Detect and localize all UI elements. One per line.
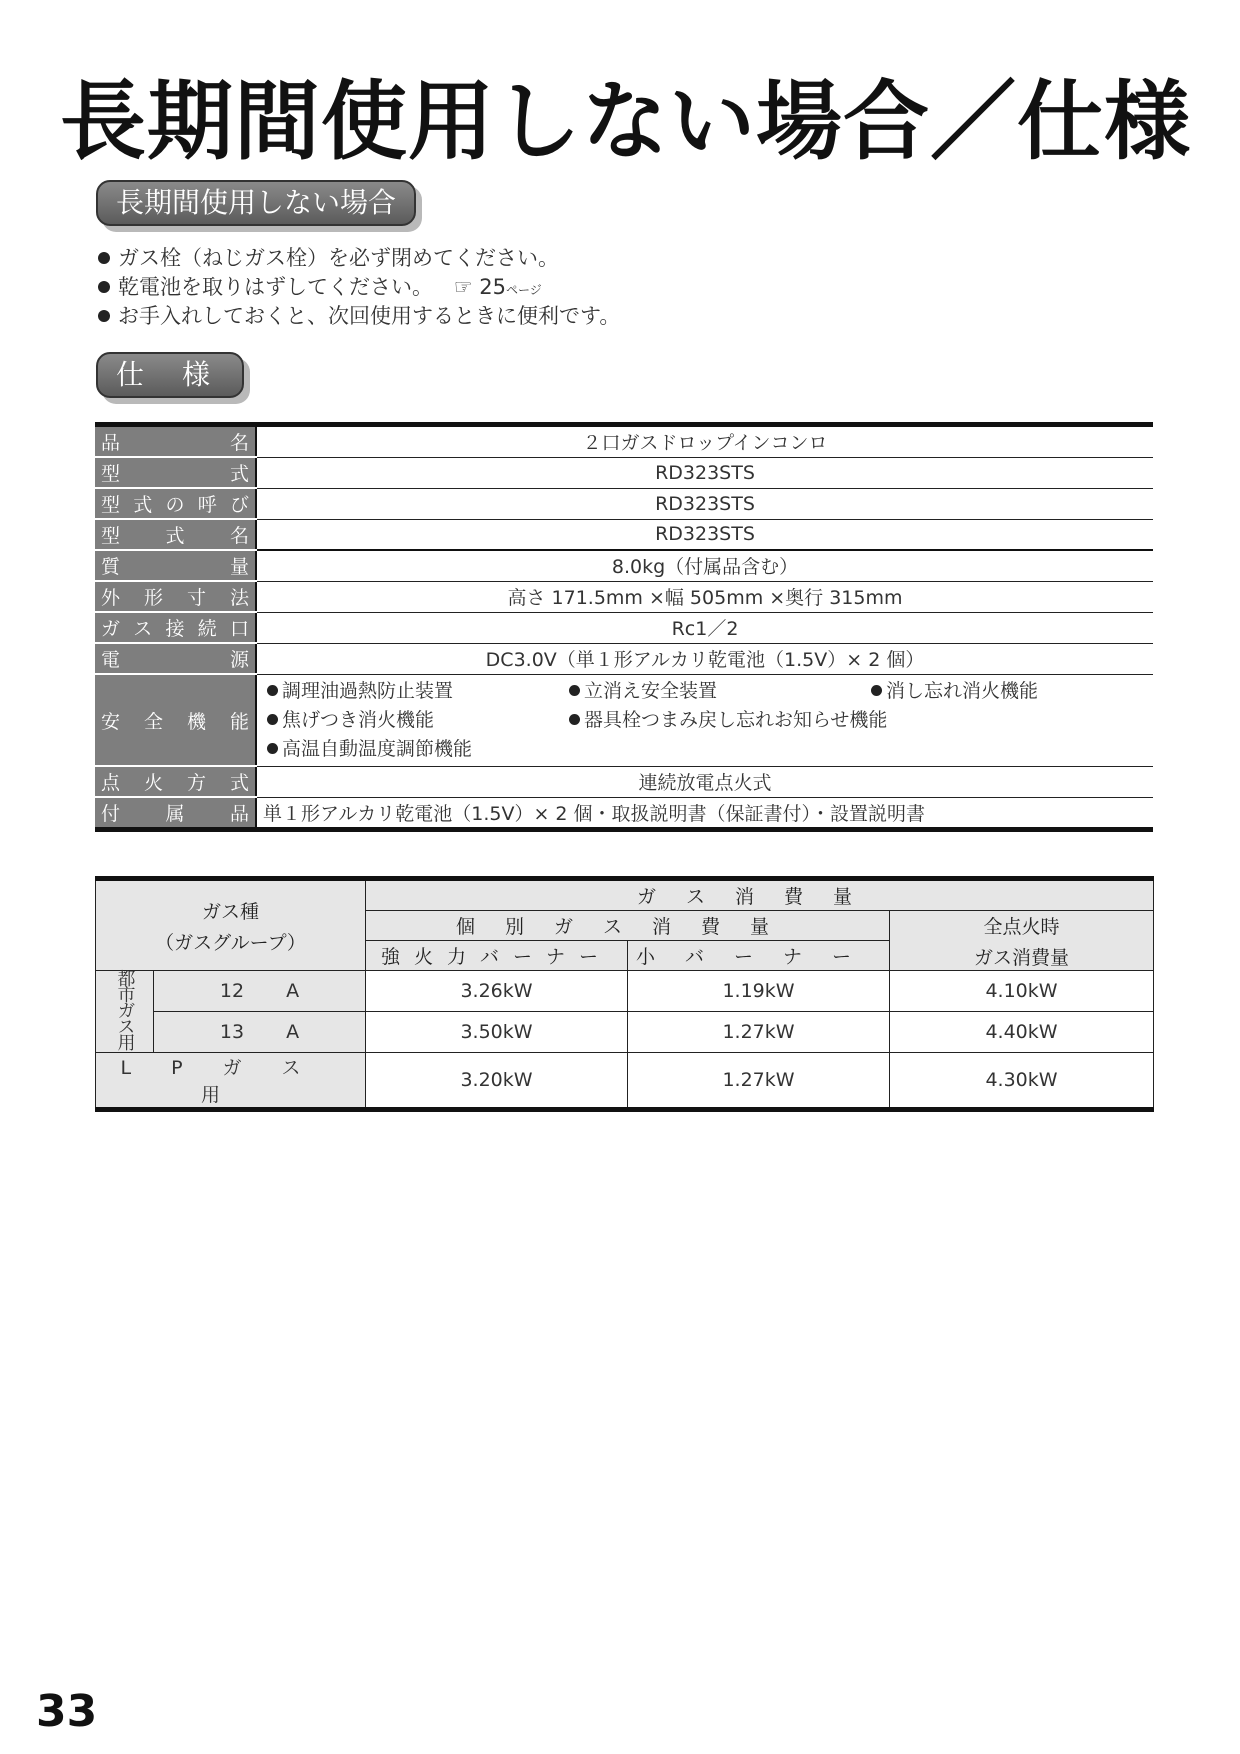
- list-item: [98, 273, 620, 302]
- spec-value: RD323STS: [256, 457, 1153, 488]
- pointing-hand-icon: ☞: [453, 275, 473, 299]
- gas-type-name: LPガス用: [96, 1053, 366, 1110]
- bullet-dot-icon: [98, 252, 110, 264]
- bullet-dot-icon: [267, 685, 278, 696]
- total-ignition-label: 全点火時: [983, 915, 1060, 938]
- bullet-dot-icon: [569, 714, 580, 725]
- list-item: [98, 244, 620, 273]
- spec-label: 型式: [95, 457, 256, 488]
- safety-feature-text: 器具栓つまみ戻し忘れお知らせ機能: [584, 708, 888, 731]
- gas-consumption-header: ガス消費量: [366, 879, 1154, 911]
- page-title: 長期間使用しない場合／仕様: [60, 71, 1191, 172]
- gas-group-label: （ガスグループ）: [155, 931, 306, 954]
- list-item: [98, 302, 620, 331]
- bullet-dot-icon: [98, 281, 110, 293]
- page-reference-number: 25: [479, 275, 506, 299]
- table-row: [95, 643, 1153, 674]
- spec-label: 型式の呼び: [95, 488, 256, 519]
- bullet-dot-icon: [569, 685, 580, 696]
- city-gas-label-cell: [96, 971, 154, 1053]
- section-heading-spec: 仕様: [96, 352, 244, 398]
- table-row: [96, 1053, 1154, 1110]
- safety-feature-text: 立消え安全装置: [584, 679, 718, 702]
- table-row: [95, 457, 1153, 488]
- spec-table: [95, 422, 1153, 832]
- page-number: 33: [36, 1686, 98, 1737]
- spec-label: 点火方式: [95, 766, 256, 797]
- safety-feature: [871, 677, 1121, 706]
- small-burner-value: 1.19kW: [628, 971, 890, 1012]
- table-row: [95, 674, 1153, 766]
- strong-burner-value: 3.26kW: [366, 971, 628, 1012]
- gas-type-header: [96, 879, 366, 971]
- safety-feature: [267, 677, 569, 706]
- city-gas-label: 都市ガス用: [114, 969, 136, 1049]
- gas-consumption-table: [95, 876, 1154, 1112]
- safety-feature: [267, 706, 569, 735]
- gas-type-label: ガス種: [202, 900, 260, 923]
- page-reference-unit: ページ: [505, 283, 542, 297]
- table-row: [95, 581, 1153, 612]
- safety-feature-text: 高温自動温度調節機能: [282, 737, 473, 760]
- bullet-dot-icon: [267, 743, 278, 754]
- strong-burner-value: 3.50kW: [366, 1012, 628, 1053]
- gas-type-name: 13 A: [154, 1012, 366, 1053]
- spec-label: 型式名: [95, 519, 256, 550]
- spec-value: RD323STS: [256, 519, 1153, 550]
- safety-features-cell: [256, 674, 1153, 766]
- bullet-text: ガス栓（ねじガス栓）を必ず閉めてください。: [118, 246, 559, 270]
- spec-value: 高さ 171.5mm ×幅 505mm ×奥行 315mm: [256, 581, 1153, 612]
- safety-feature: [267, 735, 1121, 764]
- spec-value: 連続放電点火式: [256, 766, 1153, 797]
- spec-value: Rc1／2: [256, 612, 1153, 643]
- spec-label: 品名: [95, 425, 256, 458]
- strong-burner-header: 強火力バーナー: [366, 941, 628, 971]
- small-burner-value: 1.27kW: [628, 1053, 890, 1110]
- bullet-dot-icon: [871, 685, 882, 696]
- table-row: [96, 1012, 1154, 1053]
- table-row: [95, 488, 1153, 519]
- spec-label: 質量: [95, 550, 256, 581]
- bullet-list: [98, 244, 620, 331]
- spec-label: 付属品: [95, 797, 256, 830]
- spec-label: 安全機能: [95, 674, 256, 766]
- table-row: [95, 425, 1153, 458]
- table-row: [95, 612, 1153, 643]
- spec-label: 電源: [95, 643, 256, 674]
- safety-feature-text: 調理油過熱防止装置: [282, 679, 454, 702]
- total-consumption-header: [890, 911, 1154, 971]
- bullet-dot-icon: [98, 310, 110, 322]
- spec-value: RD323STS: [256, 488, 1153, 519]
- safety-features-list: [257, 675, 1153, 766]
- safety-feature-text: 消し忘れ消火機能: [886, 679, 1039, 702]
- spec-value: DC3.0V（単１形アルカリ乾電池（1.5V）× 2 個）: [256, 643, 1153, 674]
- page-reference: [454, 275, 542, 299]
- bullet-text: お手入れしておくと、次回使用するときに便利です。: [118, 304, 621, 328]
- spec-label: ガス接続口: [95, 612, 256, 643]
- small-burner-header: 小バーナー: [628, 941, 890, 971]
- total-consumption-value: 4.40kW: [890, 1012, 1154, 1053]
- spec-value: 8.0kg（付属品含む）: [256, 550, 1153, 581]
- bullet-dot-icon: [267, 714, 278, 725]
- bullet-text: 乾電池を取りはずしてください。: [118, 275, 433, 299]
- table-row: [95, 766, 1153, 797]
- small-burner-value: 1.27kW: [628, 1012, 890, 1053]
- safety-feature: [569, 677, 871, 706]
- safety-feature: [569, 706, 1121, 735]
- section-heading-long-term: 長期間使用しない場合: [96, 180, 416, 226]
- spec-value: 単１形アルカリ乾電池（1.5V）× 2 個・取扱説明書（保証書付）・設置説明書: [256, 797, 1153, 830]
- total-consumption-label: ガス消費量: [974, 946, 1070, 969]
- total-consumption-value: 4.30kW: [890, 1053, 1154, 1110]
- safety-feature-text: 焦げつき消火機能: [282, 708, 435, 731]
- spec-label: 外形寸法: [95, 581, 256, 612]
- gas-type-name: 12 A: [154, 971, 366, 1012]
- table-row: [96, 971, 1154, 1012]
- individual-consumption-header: 個別ガス消費量: [366, 911, 890, 941]
- table-row: [95, 519, 1153, 550]
- table-row: [95, 550, 1153, 581]
- spec-value: ２口ガスドロップインコンロ: [256, 425, 1153, 458]
- strong-burner-value: 3.20kW: [366, 1053, 628, 1110]
- total-consumption-value: 4.10kW: [890, 971, 1154, 1012]
- table-row: [95, 797, 1153, 830]
